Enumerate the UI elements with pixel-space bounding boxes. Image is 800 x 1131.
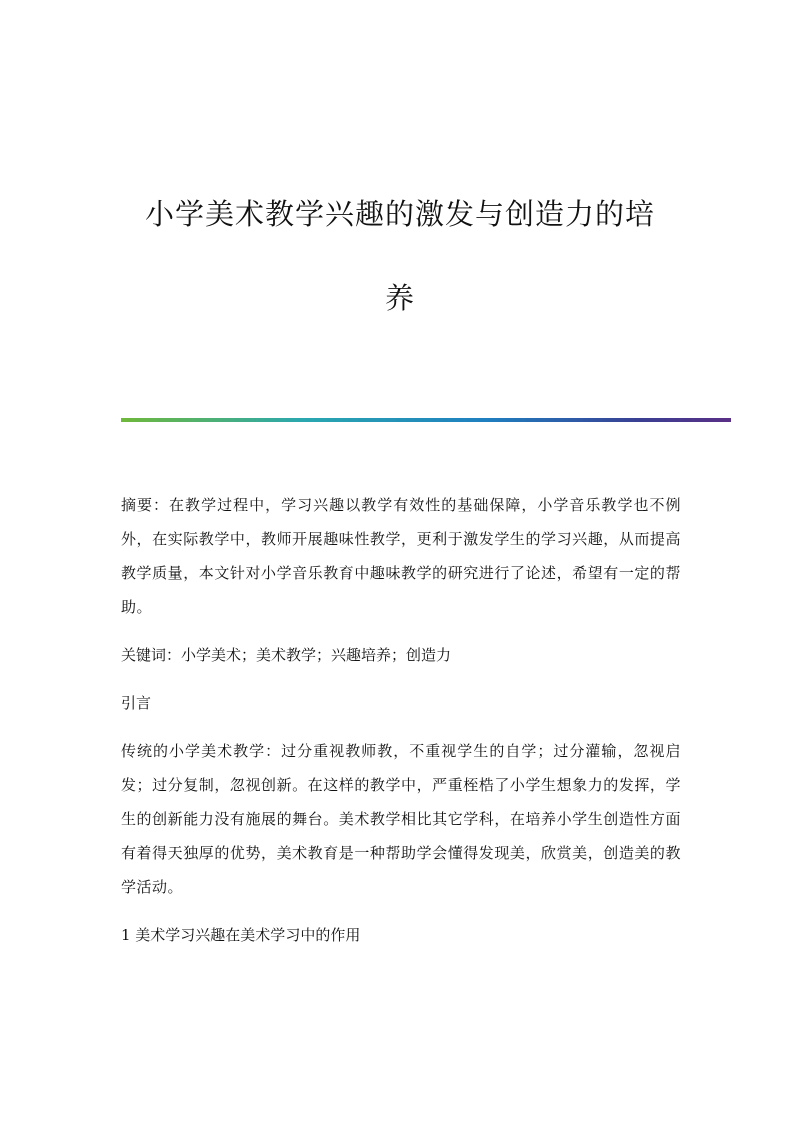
section-heading: 1 美术学习兴趣在美术学习中的作用 bbox=[121, 926, 361, 944]
keywords-line: 关键词：小学美术；美术教学；兴趣培养；创造力 bbox=[121, 646, 452, 664]
abstract-paragraph: 摘要：在教学过程中，学习兴趣以教学有效性的基础保障，小学音乐教学也不例外，在实际教学中，教师开展趣味性教学，更利于激发学生的学习兴趣，从而提高教学质量，本文针对小学音乐教育中趣味教学的研究进行了论述，希望有一定的帮助。 bbox=[121, 496, 681, 616]
page-title-continued: 养 bbox=[384, 281, 415, 315]
intro-heading: 引言 bbox=[121, 694, 152, 712]
document-body bbox=[121, 488, 681, 966]
intro-paragraph: 传统的小学美术教学：过分重视教师教，不重视学生的自学；过分灌输，忽视启发；过分复制，忽视创新。在这样的教学中，严重桎梏了小学生想象力的发挥，学生的创新能力没有施展的舞台。美术教学相比其它学科，在培养小学生创造性方面有着得天独厚的优势，美术教育是一种帮助学会懂得发现美，欣赏美，创造美的教学活动。 bbox=[121, 742, 681, 896]
title-divider bbox=[121, 418, 731, 422]
page-title: 小学美术教学兴趣的激发与创造力的培 bbox=[144, 197, 655, 231]
